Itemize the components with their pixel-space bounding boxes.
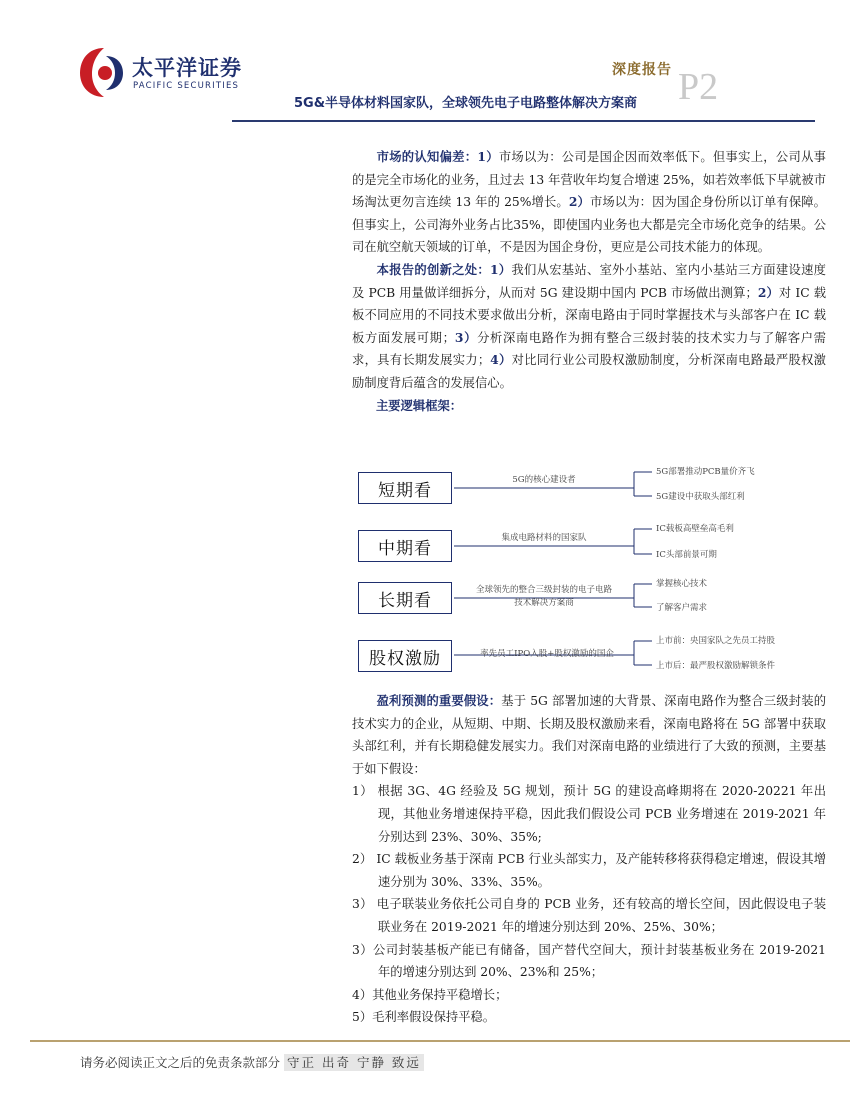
term-mid-term: 中期看: [358, 530, 452, 562]
framework-leaf-2b: IC头部前景可期: [656, 550, 717, 560]
logic-framework-diagram: [352, 462, 822, 686]
innovation-text-3: 分析深南电路作为拥有整合三级封装的技术实力与了解客户需求，具有长期发展实力；: [352, 330, 826, 368]
report-type-label: 深度报告: [612, 62, 672, 78]
framework-leaf-1a: 5G部署推动PCB量价齐飞: [656, 467, 755, 477]
framework-leaf-2a: IC载板高壁垒高毛利: [656, 524, 734, 534]
forecast-lead: 盈利预测的重要假设：: [376, 693, 502, 708]
market-bias-text-1: 市场以为：公司是国企因而效率低下。但事实上，公司从事的是完全市场化的业务，且过去 13 年营收年均复合增速 25%，如若效率低下早就被市场淘汰更勿言连续 13 年的 25%增长。: [352, 150, 826, 210]
innovation-num-3: 3）: [454, 329, 478, 345]
framework-leaf-1b: 5G建设中获取头部红利: [656, 492, 745, 502]
forecast-item-2: 2） IC 载板业务基于深南 PCB 行业头部实力，及产能转移将获得稳定增速，假设其增速分别为 30%、33%、35%。: [352, 852, 826, 889]
term-equity-incentive: 股权激励: [358, 640, 452, 672]
framework-leaf-4b: 上市后：最严股权激励解锁条件: [656, 661, 776, 671]
brand-name-cn: 太平洋证券: [132, 56, 242, 80]
forecast-item-3: 3） 电子联装业务依托公司自身的 PCB 业务，还有较高的增长空间，因此假设电子装联业务在 2019-2021 年的增速分别达到 20%、25%、30%；: [352, 897, 826, 934]
innovation-num-1: 1）: [489, 261, 512, 277]
innovation-text-1: 我们从宏基站、室外小基站、室内小基站三方面建设速度及 PCB 用量做详细拆分，从而对 5G 建设期中国内 PCB 市场做出测算；: [352, 262, 826, 300]
framework-leaf-3a: 掌握核心技术: [656, 579, 708, 589]
report-body-top: [352, 146, 826, 417]
market-bias-paragraph: [352, 146, 826, 259]
footer-divider: [30, 1040, 850, 1042]
framework-center-1: 5G的核心建设者: [512, 475, 576, 485]
brand-name-en: PACIFIC SECURITIES: [133, 81, 240, 91]
forecast-item-4: 3）公司封装基板产能已有储备，国产替代空间大，预计封装基板业务在 2019-2021 年的增速分别达到 20%、23%和 25%；: [352, 942, 826, 980]
market-bias-num-2: 2）: [568, 194, 590, 210]
framework-title-text: 主要逻辑框架：: [376, 397, 463, 413]
report-body-bottom: [352, 690, 826, 1029]
report-headline: 5G&半导体材料国家队，全球领先电子电路整体解决方案商: [294, 96, 638, 111]
innovation-num-4: 4）: [490, 352, 512, 368]
innovation-text-4: 对比同行业公司股权激励制度，分析深南电路最严股权激励制度背后蕴含的发展信心。: [352, 353, 826, 390]
framework-center-4: 率先员工IPO入股+股权激励的国企: [480, 649, 614, 659]
framework-title: [352, 395, 826, 418]
forecast-item-6: 5）毛利率假设保持平稳。: [352, 1010, 496, 1025]
forecast-item-1: 1） 根据 3G、4G 经验及 5G 规划，预计 5G 的建设高峰期将在 2020-20221 年出现，其他业务增速保持平稳，因此我们假设公司 PCB 业务增速在 2019-2021 年分别达到 23%、30%、35%;: [352, 784, 826, 844]
company-logo: [78, 44, 248, 100]
forecast-paragraph: [352, 690, 826, 780]
framework-leaf-3b: 了解客户需求: [656, 603, 708, 613]
header-divider: [232, 120, 815, 122]
footer-motto: 守正 出奇 宁静 致远: [284, 1054, 424, 1071]
footer-disclaimer: 请务必阅读正文之后的免责条款部分: [80, 1055, 281, 1070]
page-number: P2: [678, 66, 719, 108]
market-bias-num-1: 1）: [477, 149, 499, 164]
pacific-logo-icon: [78, 44, 130, 100]
framework-center-2: 集成电路材料的国家队: [501, 533, 587, 543]
term-short-term: 短期看: [358, 472, 452, 504]
innovation-lead: 本报告的创新之处：: [376, 261, 490, 277]
framework-leaf-4a: 上市前：央国家队之先员工持股: [656, 636, 776, 646]
framework-center-3: 全球领先的整合三级封装的电子电路技术解决方案商: [475, 585, 612, 608]
innovation-text-2: 对 IC 载板不同应用的不同技术要求做出分析，深南电路由于同时掌握技术与头部客户在 IC 载板方面发展可期；: [352, 285, 826, 345]
forecast-item-5: 4）其他业务保持平稳增长；: [352, 987, 508, 1002]
forecast-intro: 基于 5G 部署加速的大背景、深南电路作为整合三级封装的技术实力的企业，从短期、中期、长期及股权激励来看，深南电路将在 5G 部署中获取头部红利，并有长期稳健发展实力。我们对深南电路的业绩进行了大致的预测，主要基于如下假设：: [352, 694, 826, 776]
term-long-term: 长期看: [358, 582, 452, 614]
innovation-paragraph: [352, 259, 826, 395]
market-bias-text-2: 市场以为：因为国企身份所以订单有保障。但事实上，公司海外业务占比35%，即使国内业务也大都是完全市场化竞争的结果。公司在航空航天领域的订单，不是因为国企身份，更应是公司技术能力的体现。: [352, 195, 826, 255]
footer: [80, 1053, 424, 1071]
innovation-num-2: 2）: [757, 284, 779, 300]
market-bias-lead: 市场的认知偏差：: [376, 149, 478, 164]
